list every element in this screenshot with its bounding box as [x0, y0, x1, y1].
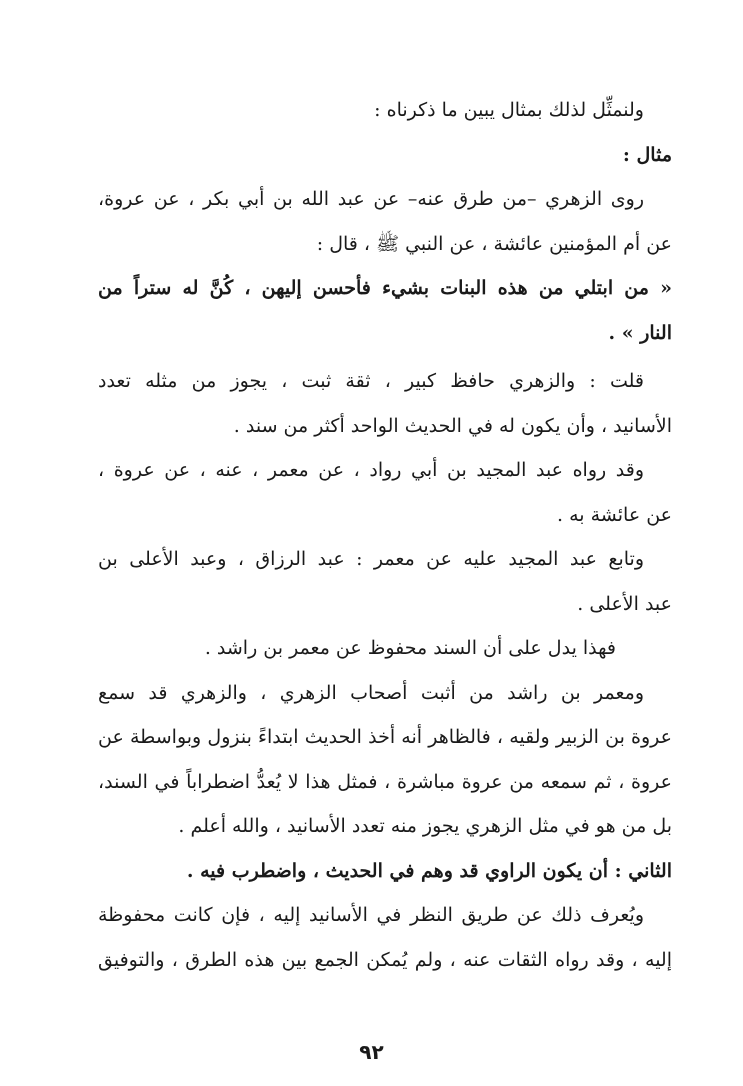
- text-line: الأسانيد ، وأن يكون له في الحديث الواحد أكثر من سند .: [233, 414, 672, 437]
- text-line: عروة ، ثم سمعه من عروة مباشرة ، فمثل هذا لا يُعدُّ اضطراباً في السند،: [98, 770, 672, 793]
- hadith-line: « من ابتلي من هذه البنات بشيء فأحسن إليهن ، كُنَّ له ستراً من: [98, 277, 672, 299]
- text-line: عروة بن الزبير ولقيه ، فالظاهر أنه أخذ الحديث ابتداءً بنزول وبواسطة عن: [98, 726, 672, 748]
- text-line: عن عائشة به .: [557, 503, 672, 526]
- page-body: [98, 88, 672, 982]
- text-line: ومعمر بن راشد من أثبت أصحاب الزهري ، والزهري قد سمع: [98, 681, 644, 704]
- text-line: روى الزهري –من طرق عنه– عن عبد الله بن أبي بكر ، عن عروة،: [98, 188, 644, 210]
- text-line: بل من هو في مثل الزهري يجوز منه تعدد الأسانيد ، والله أعلم .: [178, 815, 672, 837]
- text-line: وتابع عبد المجيد عليه عن معمر : عبد الرزاق ، وعبد الأعلى بن: [98, 548, 644, 570]
- hadith-line: النار » .: [608, 321, 672, 344]
- example-heading: مثال :: [622, 143, 672, 166]
- text-line: عن أم المؤمنين عائشة ، عن النبي ﷺ ، قال :: [316, 232, 672, 255]
- text-line: فهذا يدل على أن السند محفوظ عن معمر بن راشد .: [204, 637, 616, 659]
- section-heading: الثاني : أن يكون الراوي قد وهم في الحديث ، واضطرب فيه .: [186, 859, 672, 882]
- text-line: وقد رواه عبد المجيد بن أبي رواد ، عن معمر ، عنه ، عن عروة ،: [98, 459, 644, 481]
- text-line: قلت : والزهري حافظ كبير ، ثقة ثبت ، يجوز من مثله تعدد: [98, 370, 644, 392]
- text-line: إليه ، وقد رواه الثقات عنه ، ولم يُمكن الجمع بين هذه الطرق ، والتوفيق: [98, 948, 672, 971]
- intro-line: ولنمثِّل لذلك بمثال يبين ما ذكرناه :: [374, 99, 644, 121]
- page-number: ٩٢: [359, 1040, 384, 1064]
- text-line: عبد الأعلى .: [577, 592, 672, 615]
- text-line: ويُعرف ذلك عن طريق النظر في الأسانيد إليه ، فإن كانت محفوظة: [98, 904, 644, 926]
